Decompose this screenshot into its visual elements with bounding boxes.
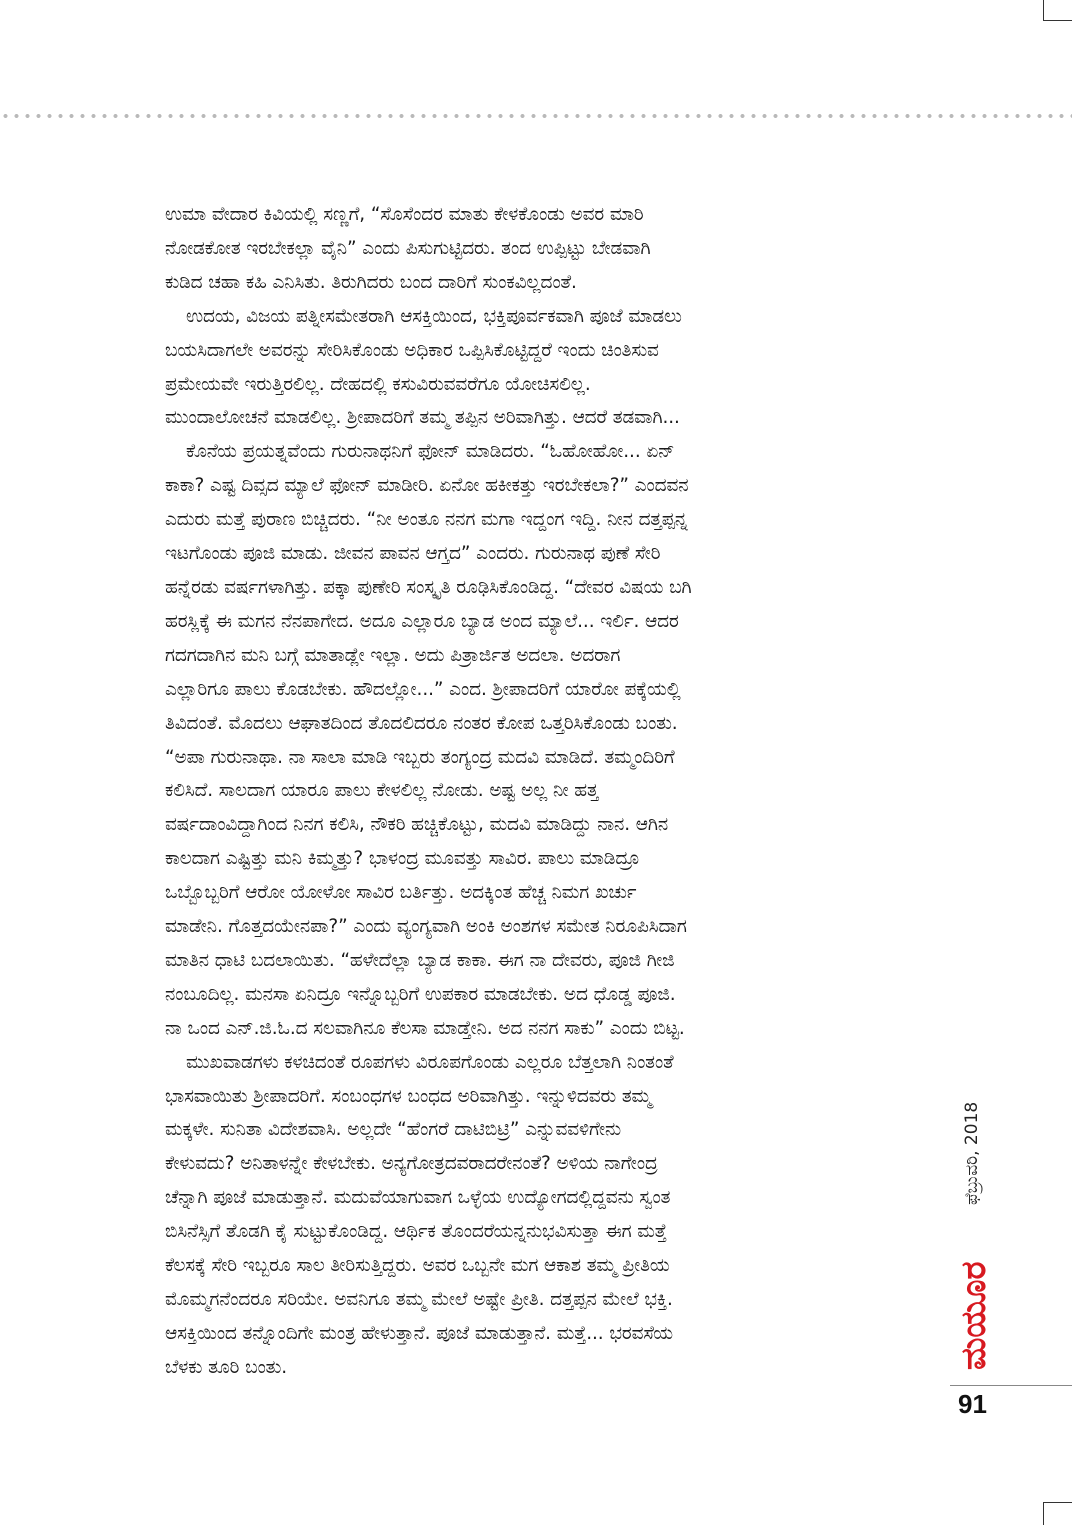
text-line: ಮಕ್ಕಳೇ. ಸುನಿತಾ ವಿದೇಶವಾಸಿ. ಅಲ್ಲದೇ “ಹೆಂಗರೆ ದಾಟಿಬಿಟ್ರಿ” ಎನ್ನುವವಳಿಗೇನು <box>165 1119 622 1141</box>
text-line: ಕುಡಿದ ಚಹಾ ಕಹಿ ಎನಿಸಿತು. ತಿರುಗಿದರು ಬಂದ ದಾರಿಗೆ ಸುಂಕವಿಲ್ಲದಂತೆ. <box>165 271 577 293</box>
paragraph <box>165 198 910 300</box>
text-line: ಮಾಡೇನಿ. ಗೊತ್ತದಯೇನಪಾ?” ಎಂದು ವ್ಯಂಗ್ಯವಾಗಿ ಅಂಕಿ ಅಂಶಗಳ ಸಮೇತ ನಿರೂಪಿಸಿದಾಗ <box>165 916 687 938</box>
text-line: ಭಾಸವಾಯಿತು ಶ್ರೀಪಾದರಿಗೆ. ಸಂಬಂಧಗಳ ಬಂಧದ ಅರಿವಾಗಿತ್ತು. ಇನ್ನುಳಿದವರು ತಮ್ಮ <box>165 1085 652 1107</box>
text-line: ವರ್ಷದಾಂವಿದ್ದಾಗಿಂದ ನಿನಗ ಕಲಿಸಿ, ನೌಕರಿ ಹಚ್ಚಿಕೊಟ್ಟು, ಮದವಿ ಮಾಡಿದ್ದು ನಾನ. ಆಗಿನ <box>165 814 669 836</box>
text-line: ಹರಸ್ಲಿಕ್ಕೆ ಈ ಮಗನ ನೆನಪಾಗೇದ. ಅದೂ ಎಲ್ಲಾರೂ ಬ್ಯಾಡ ಅಂದ ಮ್ಯಾಲೆ... ಇರ್ಲಿ. ಆದರ <box>165 610 679 632</box>
crop-mark-top <box>1043 0 1072 21</box>
text-line: ಆಸಕ್ತಿಯಿಂದ ತನ್ನೊಂದಿಗೇ ಮಂತ್ರ ಹೇಳುತ್ತಾನೆ. ಪೂಜೆ ಮಾಡುತ್ತಾನೆ. ಮತ್ತೆ... ಭರವಸೆಯ <box>165 1322 673 1344</box>
paragraph <box>165 1046 910 1385</box>
text-line: ಒಬ್ಬೊಬ್ಬರಿಗೆ ಆರೋ ಯೋಳೋ ಸಾವಿರ ಬರ್ತಿತ್ತು. ಅದಕ್ಕಿಂತ ಹೆಚ್ಚ ನಿಮಗ ಖರ್ಚು <box>165 882 637 904</box>
text-line: ನಂಬೂದಿಲ್ಲ. ಮನಸಾ ಏನಿದ್ರೂ ಇನ್ನೊಬ್ಬರಿಗೆ ಉಪಕಾರ ಮಾಡಬೇಕು. ಅದ ಧೊಡ್ಡ ಪೂಜಿ. <box>165 983 676 1005</box>
text-line: ಮೊಮ್ಮಗನೆಂದರೂ ಸರಿಯೇ. ಅವನಿಗೂ ತಮ್ಮ ಮೇಲೆ ಅಷ್ಟೇ ಪ್ರೀತಿ. ದತ್ತಪ್ಪನ ಮೇಲೆ ಭಕ್ತಿ. <box>165 1289 673 1310</box>
article-body <box>165 198 910 1385</box>
text-line: ನಾ ಒಂದ ಎನ್.ಜಿ.ಓ.ದ ಸಲವಾಗಿನೂ ಕೆಲಸಾ ಮಾಡ್ತೇನಿ. ಅದ ನನಗ ಸಾಕು” ಎಂದು ಬಿಟ್ಟ. <box>165 1017 685 1039</box>
magazine-logo: ಮಯೂರ <box>954 1261 994 1370</box>
text-line: ಚೆನ್ನಾಗಿ ಪೂಜೆ ಮಾಡುತ್ತಾನೆ. ಮದುವೆಯಾಗುವಾಗ ಒಳ್ಳೆಯ ಉದ್ಯೋಗದಲ್ಲಿದ್ದವನು ಸ್ವಂತ <box>165 1187 671 1209</box>
text-line: “ಅಪಾ ಗುರುನಾಥಾ. ನಾ ಸಾಲಾ ಮಾಡಿ ಇಬ್ಬರು ತಂಗ್ಯಂದ್ರ ಮದವಿ ಮಾಡಿದೆ. ತಮ್ಮಂದಿರಿಗೆ <box>165 746 675 768</box>
dotted-divider <box>0 113 1072 119</box>
page-number: 91 <box>958 1389 987 1419</box>
text-line: ನೋಡಕೋತ ಇರಬೇಕಲ್ಲಾ ವೈನಿ” ಎಂದು ಪಿಸುಗುಟ್ಟಿದರು. ತಂದ ಉಪ್ಪಿಟ್ಟು ಬೇಡವಾಗಿ <box>165 237 651 259</box>
text-line: ಮುಖವಾಡಗಳು ಕಳಚಿದಂತೆ ರೂಪಗಳು ವಿರೂಪಗೊಂಡು ಎಲ್ಲರೂ ಬೆತ್ತಲಾಗಿ ನಿಂತಂತೆ <box>186 1051 674 1073</box>
issue-date: ಫೆಬ್ರುವರಿ, 2018 <box>962 1101 982 1205</box>
text-line: ಎದುರು ಮತ್ತೆ ಪುರಾಣ ಬಿಚ್ಚಿದರು. “ನೀ ಅಂತೂ ನನಗ ಮಗಾ ಇದ್ದಂಗ ಇದ್ದಿ. ನೀನ ದತ್ತಪ್ಪನ್ನ <box>165 509 688 531</box>
text-line: ಮಾತಿನ ಧಾಟಿ ಬದಲಾಯಿತು. “ಹಳೇದೆಲ್ಲಾ ಬ್ಯಾಡ ಕಾಕಾ. ಈಗ ನಾ ದೇವರು, ಪೂಜಿ ಗೀಜಿ <box>165 949 675 971</box>
text-line: ಕೊನೆಯ ಪ್ರಯತ್ನವೆಂದು ಗುರುನಾಥನಿಗೆ ಫೋನ್ ಮಾಡಿದರು. “ಓಹೋಹೋ... ಏನ್ <box>186 441 675 463</box>
text-line: ಎಲ್ಲಾರಿಗೂ ಪಾಲು ಕೊಡಬೇಕು. ಹೌದಲ್ಲೋ...” ಎಂದ. ಶ್ರೀಪಾದರಿಗೆ ಯಾರೋ ಪಕ್ಕೆಯಲ್ಲಿ <box>165 678 681 700</box>
text-line: ಕಾಲದಾಗ ಎಷ್ಟಿತ್ತು ಮನಿ ಕಿಮ್ಮತ್ತು? ಭಾಳಂದ್ರ ಮೂವತ್ತು ಸಾವಿರ. ಪಾಲು ಮಾಡಿದ್ರೂ <box>165 848 640 870</box>
paragraph <box>165 300 910 436</box>
text-line: ತಿವಿದಂತೆ. ಮೊದಲು ಆಘಾತದಿಂದ ತೊದಲಿದರೂ ನಂತರ ಕೋಪ ಒತ್ತರಿಸಿಕೊಂಡು ಬಂತು. <box>165 712 678 734</box>
text-line: ಬಯಸಿದಾಗಲೇ ಅವರನ್ನು ಸೇರಿಸಿಕೊಂಡು ಅಧಿಕಾರ ಒಪ್ಪಿಸಿಕೊಟ್ಟಿದ್ದರೆ ಇಂದು ಚಿಂತಿಸುವ <box>165 339 659 361</box>
text-line: ಬಿಸಿನೆಸ್ಸಿಗೆ ತೊಡಗಿ ಕೈ ಸುಟ್ಟುಕೊಂಡಿದ್ದ. ಆರ್ಥಿಕ ತೊಂದರೆಯನ್ನನುಭವಿಸುತ್ತಾ ಈಗ ಮತ್ತೆ <box>165 1221 667 1243</box>
text-line: ಉದಯ, ವಿಜಯ ಪತ್ನೀಸಮೇತರಾಗಿ ಆಸಕ್ತಿಯಿಂದ, ಭಕ್ತಿಪೂರ್ವಕವಾಗಿ ಪೂಜೆ ಮಾಡಲು <box>186 305 682 327</box>
text-line: ಗದಗದಾಗಿನ ಮನಿ ಬಗ್ಗೆ ಮಾತಾಡ್ಲೇ ಇಲ್ಲಾ. ಅದು ಪಿತ್ರಾರ್ಜಿತ ಅದಲಾ. ಅದರಾಗ <box>165 644 621 666</box>
text-line: ಉಮಾ ವೇದಾರ ಕಿವಿಯಲ್ಲಿ ಸಣ್ಣಗೆ, “ಸೊಸೆಂದರ ಮಾತು ಕೇಳಕೊಂಡು ಅವರ ಮಾರಿ <box>165 204 644 225</box>
text-line: ಕಾಕಾ? ಎಷ್ಟ ದಿವ್ಸದ ಮ್ಯಾಲೆ ಫೋನ್ ಮಾಡೀರಿ. ಏನೋ ಹಕೀಕತ್ತು ಇರಬೇಕಲಾ?” ಎಂದವನ <box>165 475 689 497</box>
text-line: ಕೆಲಸಕ್ಕೆ ಸೇರಿ ಇಬ್ಬರೂ ಸಾಲ ತೀರಿಸುತ್ತಿದ್ದರು. ಅವರ ಒಬ್ಬನೇ ಮಗ ಆಕಾಶ ತಮ್ಮ ಪ್ರೀತಿಯ <box>165 1255 670 1277</box>
text-line: ಹನ್ನೆರಡು ವರ್ಷಗಳಾಗಿತ್ತು. ಪಕ್ಕಾ ಪುಣೇರಿ ಸಂಸ್ಕೃತಿ ರೂಢಿಸಿಕೊಂಡಿದ್ದ. “ದೇವರ ವಿಷಯ ಬಗಿ <box>165 576 692 598</box>
footer-divider <box>950 1385 1072 1386</box>
text-line: ಕೇಳುವದು? ಅನಿತಾಳನ್ನೇ ಕೇಳಬೇಕು. ಅನ್ಯಗೋತ್ರದವರಾದರೇನಂತೆ? ಅಳಿಯ ನಾಗೇಂದ್ರ <box>165 1153 658 1175</box>
text-line: ಇಟಗೊಂಡು ಪೂಜಿ ಮಾಡು. ಜೀವನ ಪಾವನ ಆಗ್ತದ” ಎಂದರು. ಗುರುನಾಥ ಪುಣೆ ಸೇರಿ <box>165 543 661 565</box>
text-line: ಬೆಳಕು ತೂರಿ ಬಂತು. <box>165 1356 288 1378</box>
paragraph <box>165 435 910 1045</box>
crop-mark-bottom <box>1043 1502 1072 1525</box>
text-line: ಪ್ರಮೇಯವೇ ಇರುತ್ತಿರಲಿಲ್ಲ. ದೇಹದಲ್ಲಿ ಕಸುವಿರುವವರೆಗೂ ಯೋಚಿಸಲಿಲ್ಲ. <box>165 373 591 395</box>
text-line: ಮುಂದಾಲೋಚನೆ ಮಾಡಲಿಲ್ಲ. ಶ್ರೀಪಾದರಿಗೆ ತಮ್ಮ ತಪ್ಪಿನ ಅರಿವಾಗಿತ್ತು. ಆದರೆ ತಡವಾಗಿ... <box>165 407 680 429</box>
text-line: ಕಲಿಸಿದೆ. ಸಾಲದಾಗ ಯಾರೂ ಪಾಲು ಕೇಳಲಿಲ್ಲ ನೋಡು. ಅಷ್ಟ ಅಲ್ಲ ನೀ ಹತ್ತ <box>165 780 599 802</box>
